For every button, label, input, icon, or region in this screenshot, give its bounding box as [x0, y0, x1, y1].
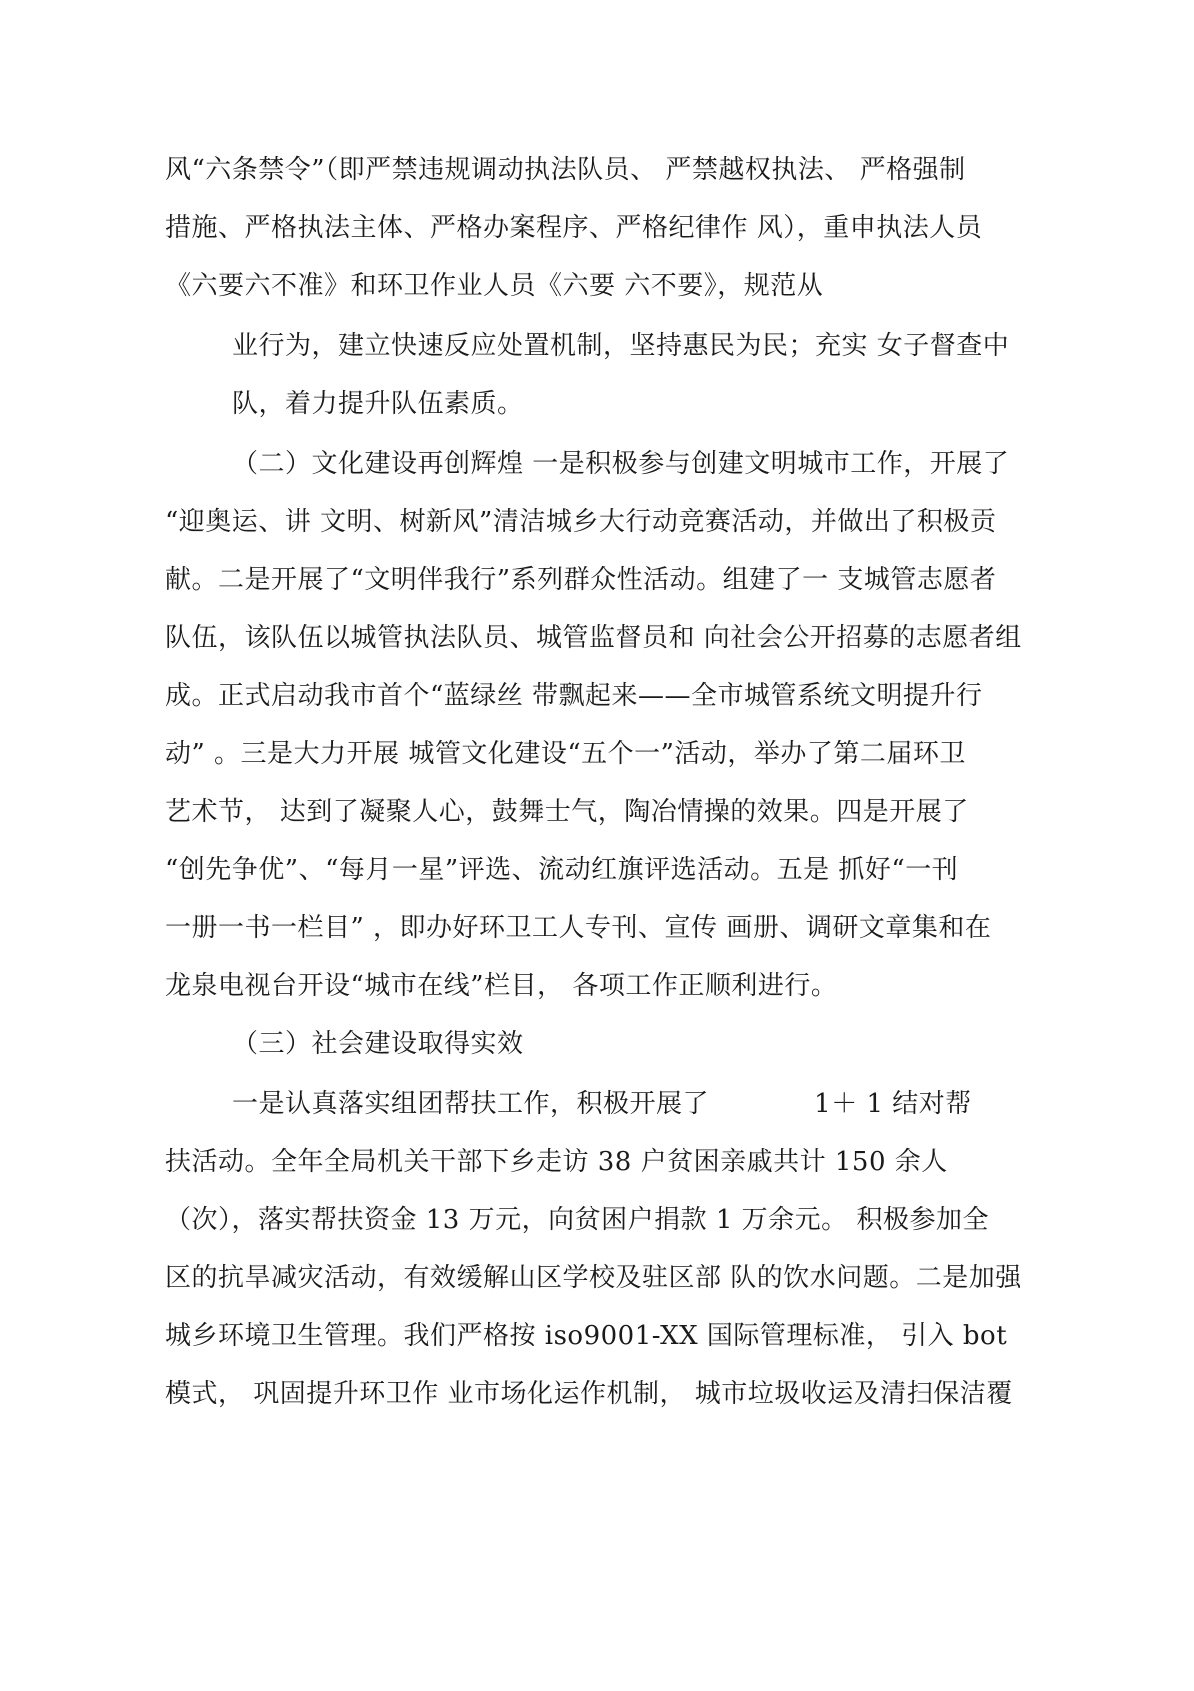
text-line: 献。二是开展了“文明伴我行”系列群众性活动。组建了一 支城管志愿者: [165, 565, 997, 595]
text-line: 动” 。三是大力开展 城管文化建设“五个一”活动，举办了第二届环卫: [165, 739, 966, 769]
text-line: “迎奥运、讲 文明、树新风”清洁城乡大行动竞赛活动，并做出了积极贡: [165, 507, 997, 537]
text-line: 扶活动。全年全局机关干部下乡走访 38 户贫困亲戚共计 150 余人: [165, 1147, 948, 1177]
text-line: 一是认真落实组团帮扶工作，积极开展了 1＋ 1 结对帮: [232, 1089, 972, 1119]
text-line: “创先争优”、“每月一星”评选、流动红旗评选活动。五是 抓好“一刊: [165, 855, 959, 885]
text-line: 风“六条禁令”（即严禁违规调动执法队员、 严禁越权执法、 严格强制: [165, 155, 966, 185]
text-line: 一册一书一栏目” ，即办好环卫工人专刊、宣传 画册、调研文章集和在: [165, 913, 992, 943]
section-heading: （二）文化建设再创辉煌 一是积极参与创建文明城市工作，开展了: [232, 449, 1010, 479]
text-line: 《六要六不准》和环卫作业人员《六要 六不要》，规范从: [165, 271, 824, 301]
text-line: 区的抗旱减灾活动，有效缓解山区学校及驻区部 队的饮水问题。二是加强: [165, 1263, 1022, 1293]
text-line: 业行为，建立快速反应处置机制，坚持惠民为民；充实 女子督查中: [232, 331, 1010, 361]
text-line: 模式， 巩固提升环卫作 业市场化运作机制， 城市垃圾收运及清扫保洁覆: [165, 1379, 1013, 1409]
text-line: 龙泉电视台开设“城市在线”栏目， 各项工作正顺利进行。: [165, 971, 838, 1001]
text-line: 城乡环境卫生管理。我们严格按 iso9001-XX 国际管理标准， 引入 bot: [165, 1321, 1008, 1351]
text-line: 队，着力提升队伍素质。: [232, 389, 524, 419]
text-line: 措施、严格执法主体、严格办案程序、严格纪律作 风），重申执法人员: [165, 213, 983, 243]
text-line: 成。正式启动我市首个“蓝绿丝 带飘起来——全市城管系统文明提升行: [165, 681, 983, 711]
text-line: 艺术节， 达到了凝聚人心，鼓舞士气，陶冶情操的效果。四是开展了: [165, 797, 969, 827]
text-line: （次），落实帮扶资金 13 万元，向贫困户捐款 1 万余元。 积极参加全: [165, 1205, 989, 1235]
section-heading: （三）社会建设取得实效: [232, 1029, 524, 1059]
text-line: 队伍，该队伍以城管执法队员、城管监督员和 向社会公开招募的志愿者组: [165, 623, 1022, 653]
